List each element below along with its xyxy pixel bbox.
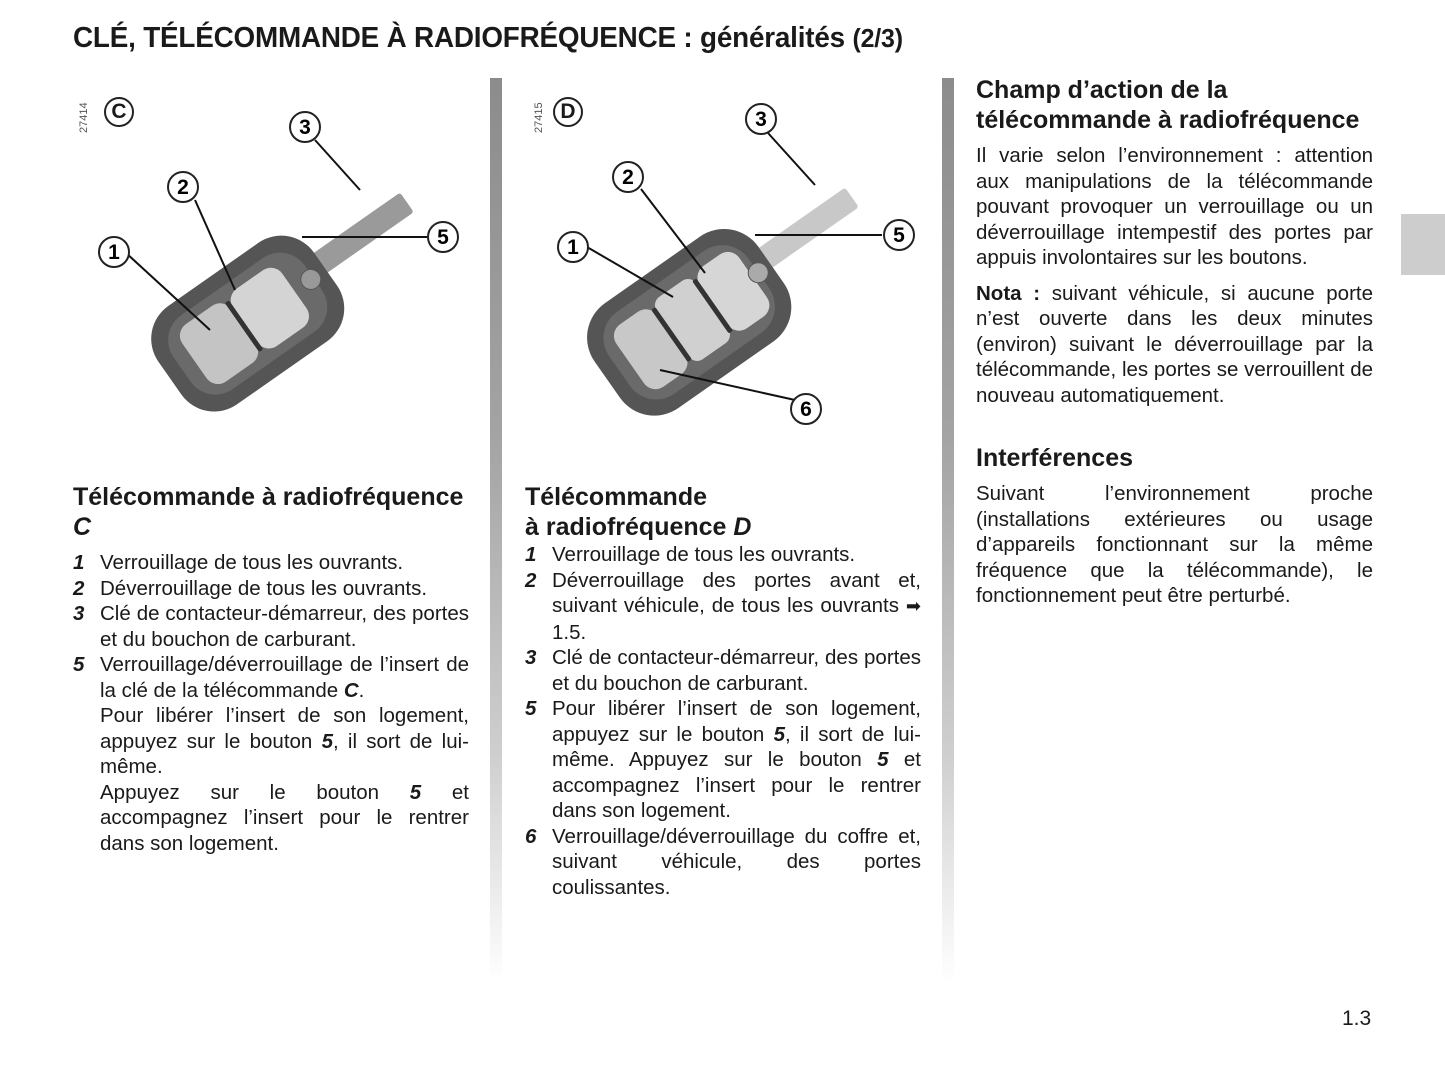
column-divider	[942, 78, 954, 983]
nota-paragraph: Nota : suivant véhicule, si aucune porte n’est ouverte dans les deux minutes (environ) suivant le déverrouillage par la télécommande, les portes se verrouillent de nouveau automatiquement.	[976, 281, 1373, 407]
section-range-interference	[976, 75, 1373, 609]
callout-5: 5	[437, 226, 449, 249]
section-heading: Télécommande à radiofréquence C	[73, 483, 464, 541]
interference-body: Suivant l’environnement proche (installations extérieures ou usage d’appareils fonctionnant sur la même fréquence que la télécommande), le fonctionnement peut être perturbé.	[976, 482, 1373, 607]
callout-2: 2	[177, 176, 189, 199]
list-item: 5 Pour libérer l’insert de son logement, appuyez sur le bouton 5, il sort de lui-même. Appuyez sur le bouton 5 et accompagnez l’insert pour le rentrer dans son logement.	[525, 697, 921, 822]
chapter-tab	[1401, 214, 1445, 275]
list-item: 1 Verrouillage de tous les ouvrants.	[73, 551, 404, 574]
list-item: 6 Verrouillage/déverrouillage du coffre et, suivant véhicule, des portes coulissantes.	[525, 824, 921, 899]
page-title-main: CLÉ, TÉLÉCOMMANDE À RADIOFRÉQUENCE : généralités	[73, 22, 845, 54]
function-list	[73, 550, 469, 856]
callout-3: 3	[299, 116, 311, 139]
cross-reference-arrow-icon: ➡	[905, 596, 921, 616]
key-fob-figure-d	[525, 85, 935, 435]
page-number: 1.3	[1342, 1007, 1372, 1030]
page-title	[73, 22, 903, 55]
list-item: 3 Clé de contacteur-démarreur, des portes et du bouchon de carburant.	[73, 602, 469, 651]
list-item: 1 Verrouillage de tous les ouvrants.	[525, 543, 856, 566]
section-remote-d	[525, 482, 921, 900]
range-body: Il varie selon l’environnement : attention aux manipulations de la télécommande pouvant provoquer un verrouillage ou un déverrouillage intempestif des portes par appuis involontaires sur les boutons.	[976, 144, 1373, 269]
callout-2: 2	[622, 166, 634, 189]
callout-1: 1	[567, 236, 579, 259]
callout-6: 6	[800, 398, 812, 421]
figure-reference: 27414	[78, 102, 90, 133]
section-heading-range: Champ d’action de la télécommande à radiofréquence	[976, 76, 1360, 134]
callout-1: 1	[108, 241, 120, 264]
figure-reference: 27415	[533, 102, 545, 133]
section-heading-interference: Interférences	[976, 444, 1134, 472]
list-item: 2 Déverrouillage des portes avant et, suivant véhicule, de tous les ouvrants ➡ 1.5.	[525, 568, 921, 644]
list-item: 2 Déverrouillage de tous les ouvrants.	[73, 576, 428, 600]
cross-reference[interactable]: 1.5.	[552, 620, 587, 644]
key-fob-figure-c	[70, 85, 480, 435]
figure-letter: D	[553, 97, 583, 127]
callout-5: 5	[893, 224, 905, 247]
figure-letter: C	[104, 97, 134, 127]
list-item: 5 Verrouillage/déverrouillage de l’insert de la clé de la télécommande C. Pour libérer l’insert de son logement, appuyez sur le bouton 5, il sort de lui-même. Appuyez sur le bouton 5 et accompagnez l’insert pour le rentrer dans son logement.	[73, 653, 469, 855]
page-title-part: (2/3)	[852, 23, 903, 53]
function-list	[525, 542, 921, 900]
key-fob-illustration	[70, 85, 480, 435]
callout-3: 3	[755, 108, 767, 131]
key-fob-illustration	[525, 85, 935, 435]
section-remote-c	[73, 482, 469, 856]
list-item: 3 Clé de contacteur-démarreur, des portes et du bouchon de carburant.	[525, 646, 921, 695]
column-divider	[490, 78, 502, 983]
section-heading: Télécommande à radiofréquence D	[525, 483, 752, 541]
